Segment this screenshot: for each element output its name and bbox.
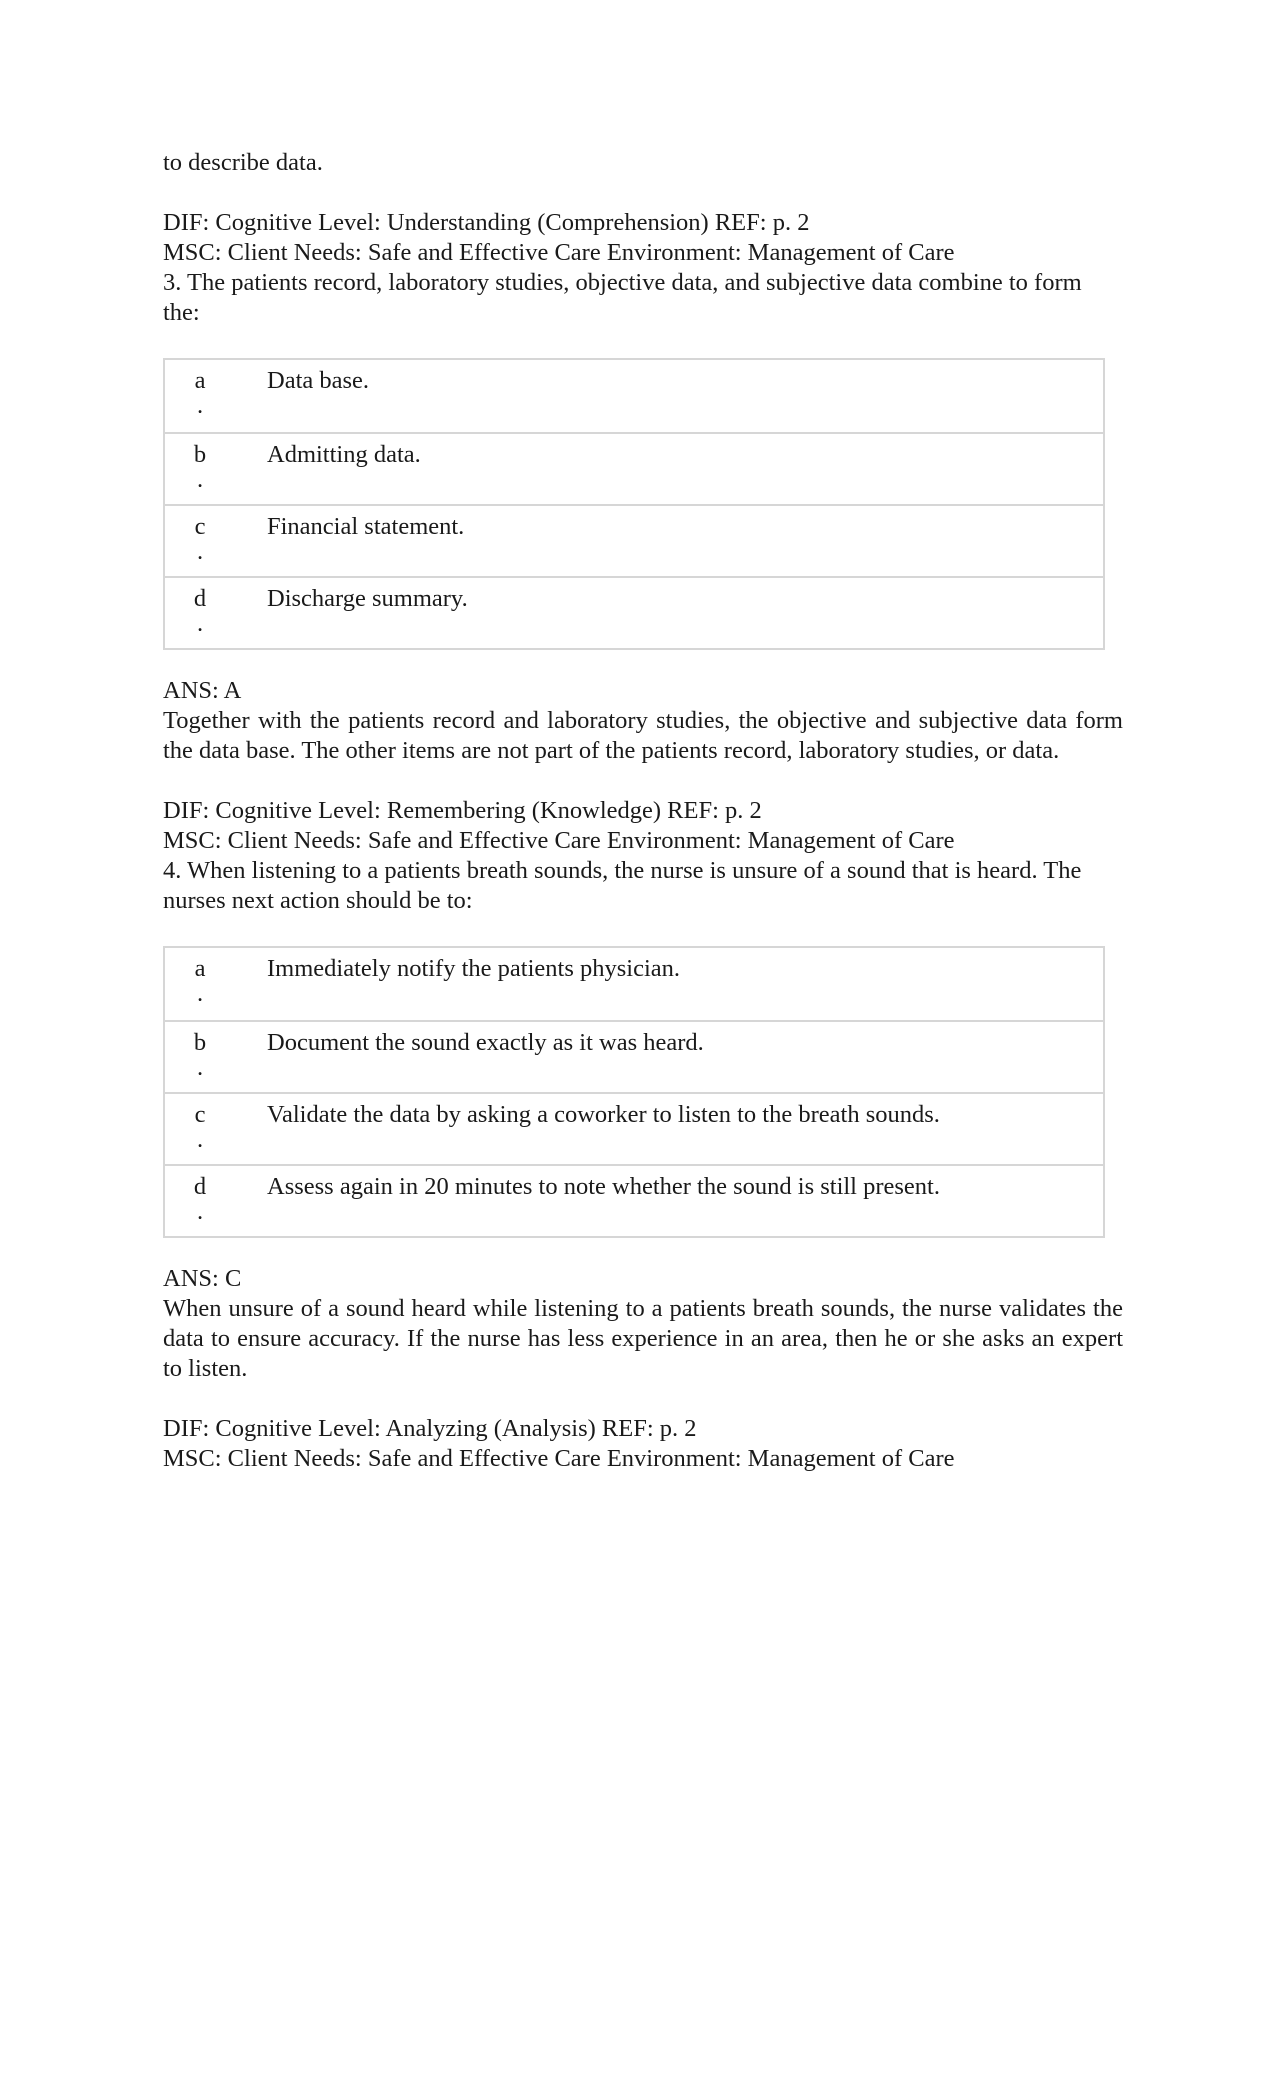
q3-option-a bbox=[165, 360, 1103, 432]
q4-option-letter: c . bbox=[194, 1101, 206, 1153]
q4-stem-line1: 4. When listening to a patients breath sounds, the nurse is unsure of a sound that is heard. The bbox=[163, 857, 1082, 884]
q3-option-text: Admitting data. bbox=[267, 441, 421, 468]
q3-option-text: Financial statement. bbox=[267, 513, 465, 540]
q3-option-letter: b . bbox=[193, 441, 207, 493]
q4-option-letter: b . bbox=[193, 1029, 207, 1081]
q3-msc: MSC: Client Needs: Safe and Effective Care Environment: Management of Care bbox=[163, 827, 955, 854]
q2-dif: DIF: Cognitive Level: Understanding (Comprehension) REF: p. 2 bbox=[163, 209, 810, 236]
q4-option-b bbox=[165, 1020, 1103, 1092]
q2-msc: MSC: Client Needs: Safe and Effective Care Environment: Management of Care bbox=[163, 239, 955, 266]
q3-option-text: Discharge summary. bbox=[267, 585, 468, 612]
q4-options-table bbox=[163, 946, 1105, 1238]
intro-fragment: to describe data. bbox=[163, 149, 323, 176]
q3-option-b bbox=[165, 432, 1103, 504]
q4-option-c bbox=[165, 1092, 1103, 1164]
q3-options-table bbox=[163, 358, 1105, 650]
q4-stem-line2: nurses next action should be to: bbox=[163, 887, 473, 914]
q3-answer: ANS: A bbox=[163, 677, 242, 704]
q4-option-text: Assess again in 20 minutes to note whether the sound is still present. bbox=[267, 1173, 940, 1200]
q4-answer: ANS: C bbox=[163, 1265, 242, 1292]
q4-option-text: Document the sound exactly as it was heard. bbox=[267, 1029, 704, 1056]
q3-dif: DIF: Cognitive Level: Remembering (Knowledge) REF: p. 2 bbox=[163, 797, 762, 824]
q3-option-letter: a . bbox=[194, 367, 206, 419]
q4-option-a bbox=[165, 948, 1103, 1020]
q3-option-c bbox=[165, 504, 1103, 576]
q3-option-letter: c . bbox=[194, 513, 206, 565]
q4-msc: MSC: Client Needs: Safe and Effective Care Environment: Management of Care bbox=[163, 1445, 955, 1472]
document-page bbox=[163, 148, 1123, 1474]
q4-dif: DIF: Cognitive Level: Analyzing (Analysis) REF: p. 2 bbox=[163, 1415, 697, 1442]
q3-stem-line2: the: bbox=[163, 299, 200, 326]
q4-option-letter: d . bbox=[193, 1173, 207, 1225]
q3-rationale: Together with the patients record and laboratory studies, the objective and subjective data form the data base. The other items are not part of the patients record, laboratory studies, or data. bbox=[163, 707, 1123, 764]
q4-option-d bbox=[165, 1164, 1103, 1236]
q4-option-text: Immediately notify the patients physician. bbox=[267, 955, 680, 982]
q3-stem-line1: 3. The patients record, laboratory studies, objective data, and subjective data combine to form bbox=[163, 269, 1082, 296]
q3-option-letter: d . bbox=[193, 585, 207, 637]
q3-option-text: Data base. bbox=[267, 367, 370, 394]
q4-rationale: When unsure of a sound heard while listening to a patients breath sounds, the nurse validates the data to ensure accuracy. If the nurse has less experience in an area, then he or she asks an expert to listen. bbox=[163, 1295, 1123, 1382]
q4-option-text: Validate the data by asking a coworker to listen to the breath sounds. bbox=[267, 1101, 940, 1128]
q4-option-letter: a . bbox=[194, 955, 206, 1007]
q3-option-d bbox=[165, 576, 1103, 648]
